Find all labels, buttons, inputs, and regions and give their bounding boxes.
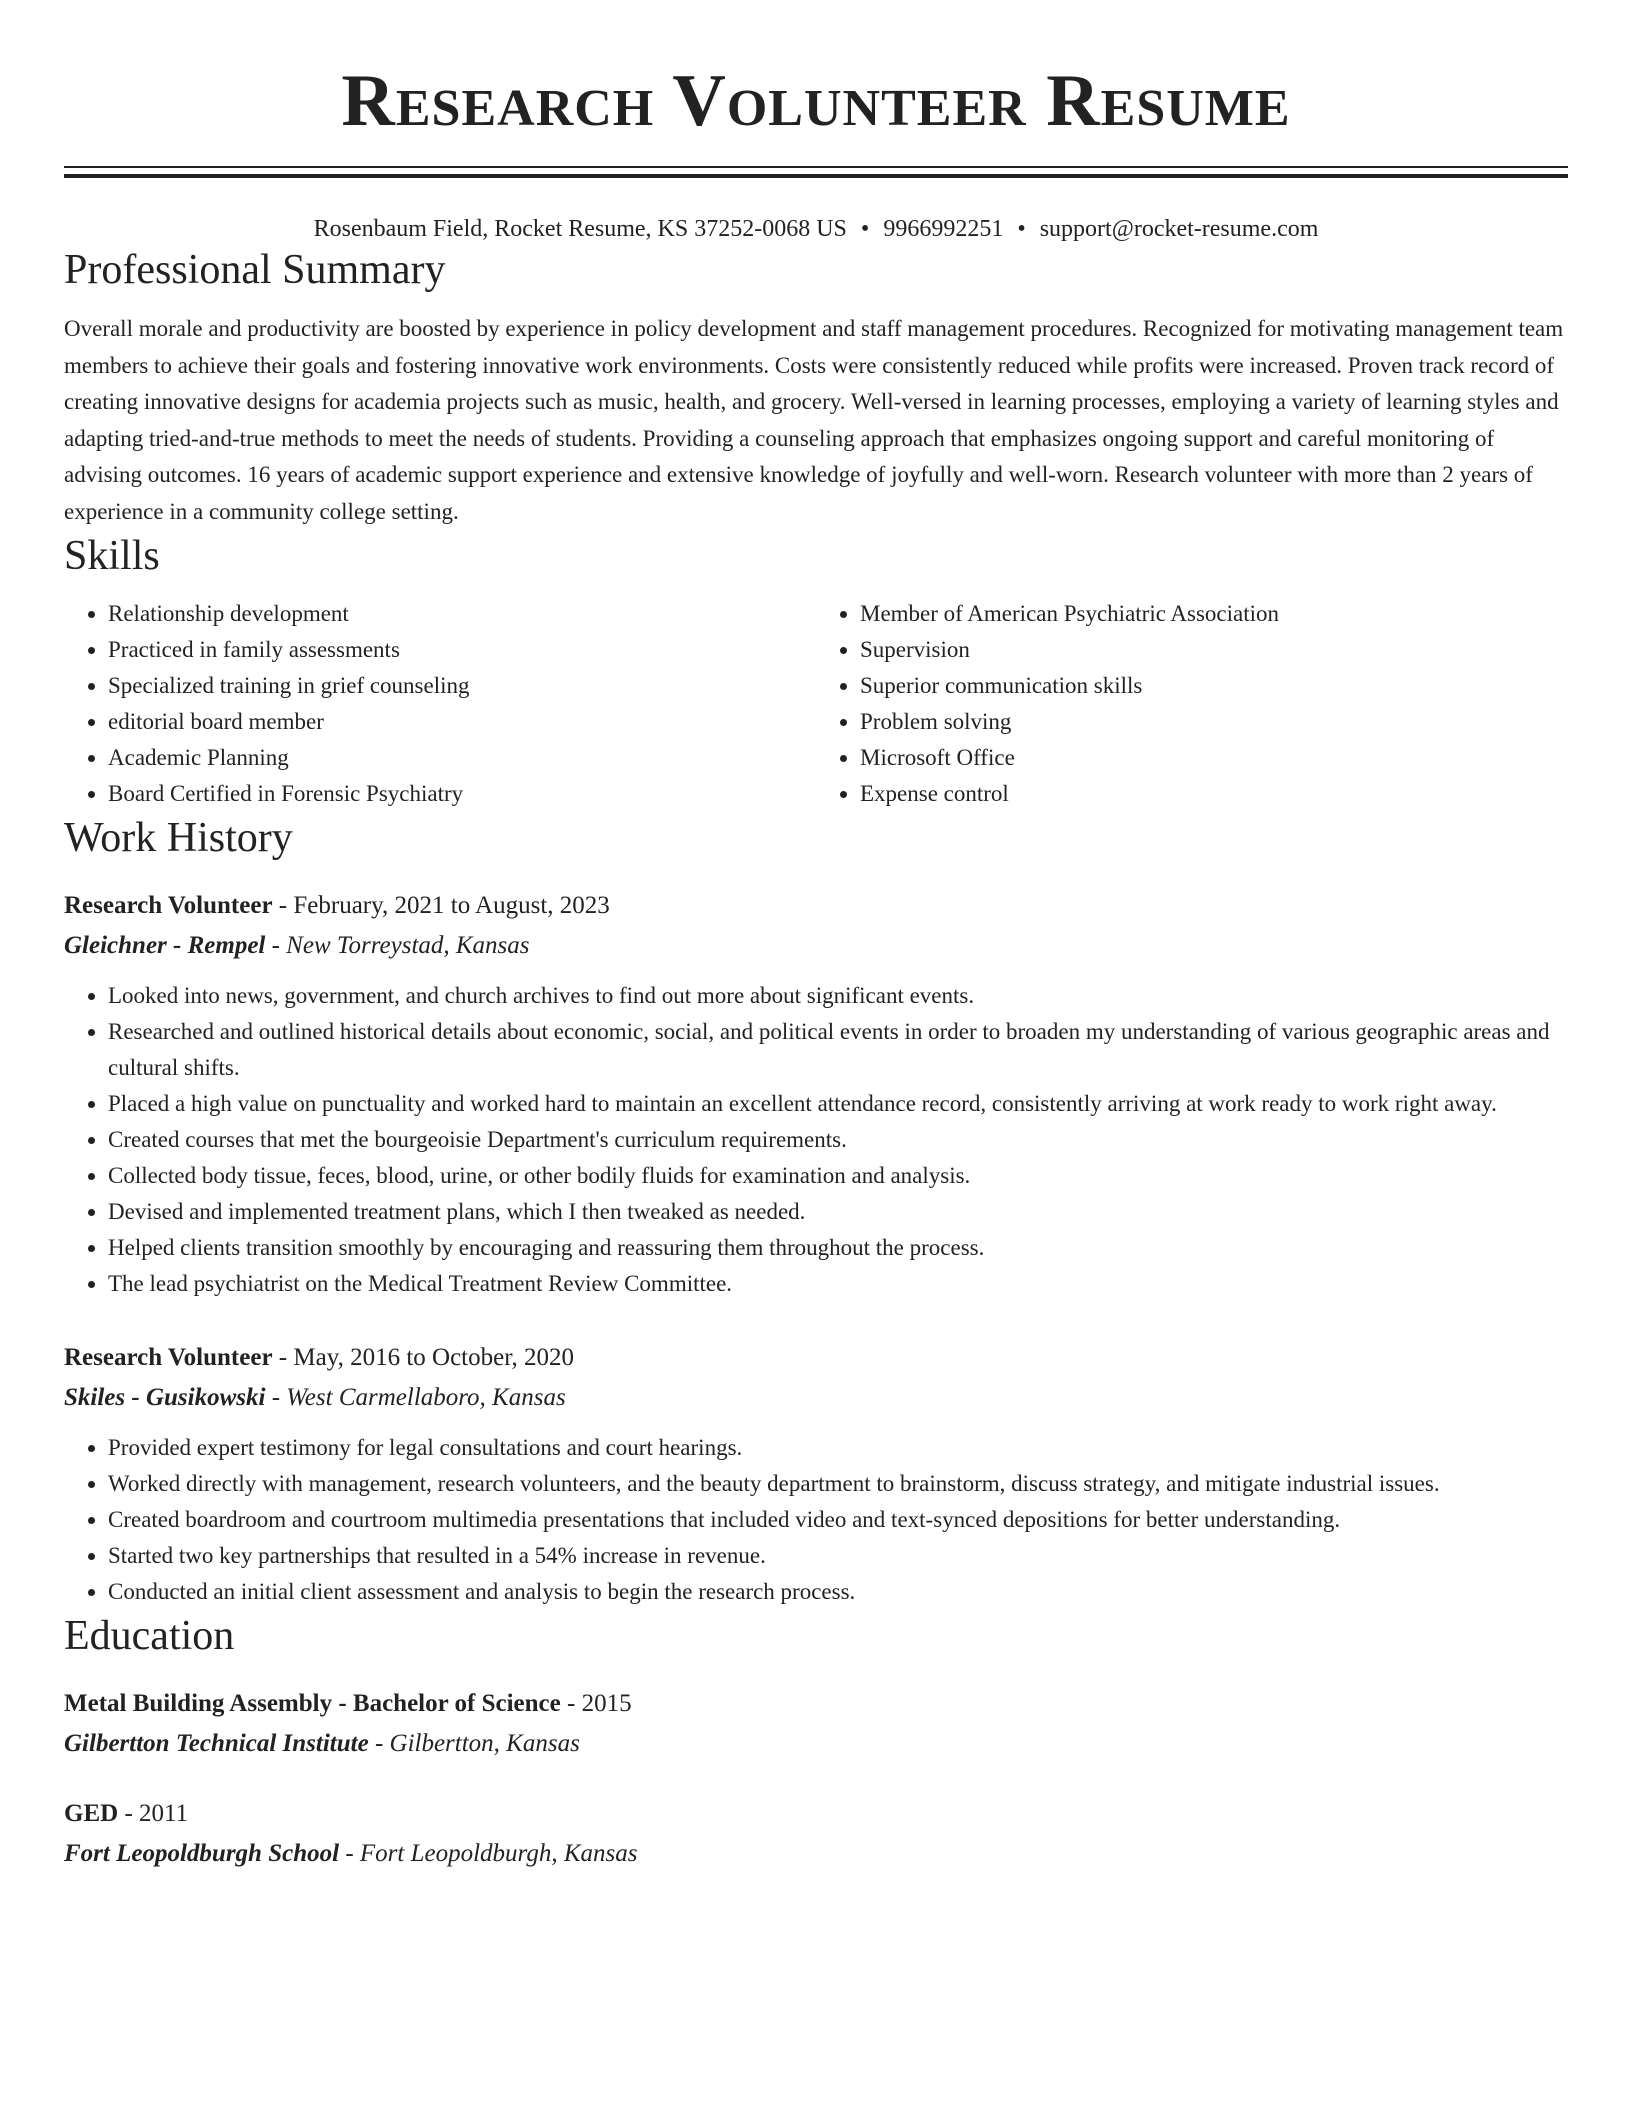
- education-location: - Fort Leopoldburgh, Kansas: [339, 1840, 638, 1867]
- education-location: - Gilbertton, Kansas: [368, 1730, 580, 1757]
- education-entry: [64, 1794, 1568, 1874]
- job-role: Research Volunteer: [64, 892, 273, 919]
- contact-line: [64, 214, 1568, 244]
- job-dates: - February, 2021 to August, 2023: [272, 892, 610, 919]
- education-school-line: [64, 1834, 1568, 1874]
- education-heading: Education: [64, 1613, 235, 1659]
- education-degree: Metal Building Assembly - Bachelor of Science: [64, 1690, 561, 1717]
- contact-separator: •: [860, 216, 870, 242]
- job-title-line: [64, 886, 1568, 926]
- skill-item: • Superior communication skills: [860, 668, 1568, 704]
- job-bullet: • Created boardroom and courtroom multimedia presentations that included video and text-synced depositions for better understanding.: [108, 1502, 1568, 1538]
- job-company: Gleichner - Rempel: [64, 932, 266, 959]
- job-bullet: • Looked into news, government, and church archives to find out more about significant events.: [108, 978, 1568, 1014]
- job-company-line: [64, 926, 1568, 966]
- job-bullet: • Provided expert testimony for legal consultations and court hearings.: [108, 1430, 1568, 1466]
- job-bullets: [64, 1430, 1568, 1610]
- divider-thick-line: [64, 174, 1568, 178]
- contact-address: Rosenbaum Field, Rocket Resume, KS 37252-0068 US: [313, 216, 847, 242]
- skills-heading: Skills: [64, 533, 160, 579]
- resume-title: Research Volunteer Resume: [341, 60, 1291, 142]
- education-degree-line: [64, 1794, 1568, 1834]
- job-bullet: • Worked directly with management, research volunteers, and the beauty department to brainstorm, discuss strategy, and mitigate industrial issues.: [108, 1466, 1568, 1502]
- skill-item: • Specialized training in grief counseling: [108, 668, 816, 704]
- education-school: Gilbertton Technical Institute: [64, 1730, 369, 1757]
- job-company-line: [64, 1378, 1568, 1418]
- summary-heading: Professional Summary: [64, 247, 446, 293]
- work-history-heading: Work History: [64, 815, 293, 861]
- skill-item: • Supervision: [860, 632, 1568, 668]
- job-bullet: • Started two key partnerships that resulted in a 54% increase in revenue.: [108, 1538, 1568, 1574]
- skill-item: • Member of American Psychiatric Association: [860, 596, 1568, 632]
- job-bullet: • Placed a high value on punctuality and worked hard to maintain an excellent attendance record, consistently arriving at work ready to work right away.: [108, 1086, 1568, 1122]
- education-school: Fort Leopoldburgh School: [64, 1840, 340, 1867]
- skill-item: • Problem solving: [860, 704, 1568, 740]
- contact-email: support@rocket-resume.com: [1039, 216, 1319, 242]
- job-bullet: • Created courses that met the bourgeoisie Department's curriculum requirements.: [108, 1122, 1568, 1158]
- job-bullet: • Researched and outlined historical details about economic, social, and political events in order to broaden my understanding of various geographic areas and cultural shifts.: [108, 1014, 1568, 1086]
- job-bullet: • Conducted an initial client assessment and analysis to begin the research process.: [108, 1574, 1568, 1610]
- education-year: - 2011: [118, 1800, 189, 1827]
- skill-item: • Expense control: [860, 776, 1568, 812]
- job-bullet: • The lead psychiatrist on the Medical Treatment Review Committee.: [108, 1266, 1568, 1302]
- contact-phone: 9966992251: [883, 216, 1004, 242]
- education-degree-line: [64, 1684, 1568, 1724]
- job-location: - West Carmellaboro, Kansas: [265, 1384, 566, 1411]
- skill-item: • Practiced in family assessments: [108, 632, 816, 668]
- job-entry: [64, 1338, 1568, 1610]
- skill-item: • Microsoft Office: [860, 740, 1568, 776]
- job-role: Research Volunteer: [64, 1344, 273, 1371]
- job-bullet: • Devised and implemented treatment plans, which I then tweaked as needed.: [108, 1194, 1568, 1230]
- job-dates: - May, 2016 to October, 2020: [272, 1344, 575, 1371]
- job-location: - New Torreystad, Kansas: [265, 932, 530, 959]
- job-company: Skiles - Gusikowski: [64, 1384, 266, 1411]
- education-year: - 2015: [560, 1690, 632, 1717]
- job-title-line: [64, 1338, 1568, 1378]
- summary-text: Overall morale and productivity are boosted by experience in policy development and staff management procedures. Recognized for motivating management team members to achieve their goals and fostering innovative work environments. Costs were consistently reduced while profits were increased. Proven track record of creating innovative designs for academia projects such as music, health, and grocery. Well-versed in learning processes, employing a variety of learning styles and adapting tried-and-true methods to meet the needs of students. Providing a counseling approach that emphasizes ongoing support and careful monitoring of advising outcomes. 16 years of academic support experience and extensive knowledge of joyfully and well-worn. Research volunteer with more than 2 years of experience in a community college setting.: [64, 316, 1564, 524]
- education-entry: [64, 1684, 1568, 1764]
- skill-item: • Academic Planning: [108, 740, 816, 776]
- skill-item: • editorial board member: [108, 704, 816, 740]
- skill-item: • Relationship development: [108, 596, 816, 632]
- job-bullets: [64, 978, 1568, 1302]
- title-divider: [64, 166, 1568, 178]
- job-bullet: • Helped clients transition smoothly by encouraging and reassuring them throughout the process.: [108, 1230, 1568, 1266]
- skills-list-left: [64, 596, 816, 812]
- job-bullet: • Collected body tissue, feces, blood, urine, or other bodily fluids for examination and analysis.: [108, 1158, 1568, 1194]
- divider-thin-line: [64, 166, 1568, 168]
- education-degree: GED: [64, 1800, 119, 1827]
- skills-list-right: [816, 596, 1568, 812]
- job-entry: [64, 886, 1568, 1302]
- education-school-line: [64, 1724, 1568, 1764]
- skills-columns: [64, 596, 1568, 812]
- contact-separator: •: [1017, 216, 1026, 242]
- skill-item: • Board Certified in Forensic Psychiatry: [108, 776, 816, 812]
